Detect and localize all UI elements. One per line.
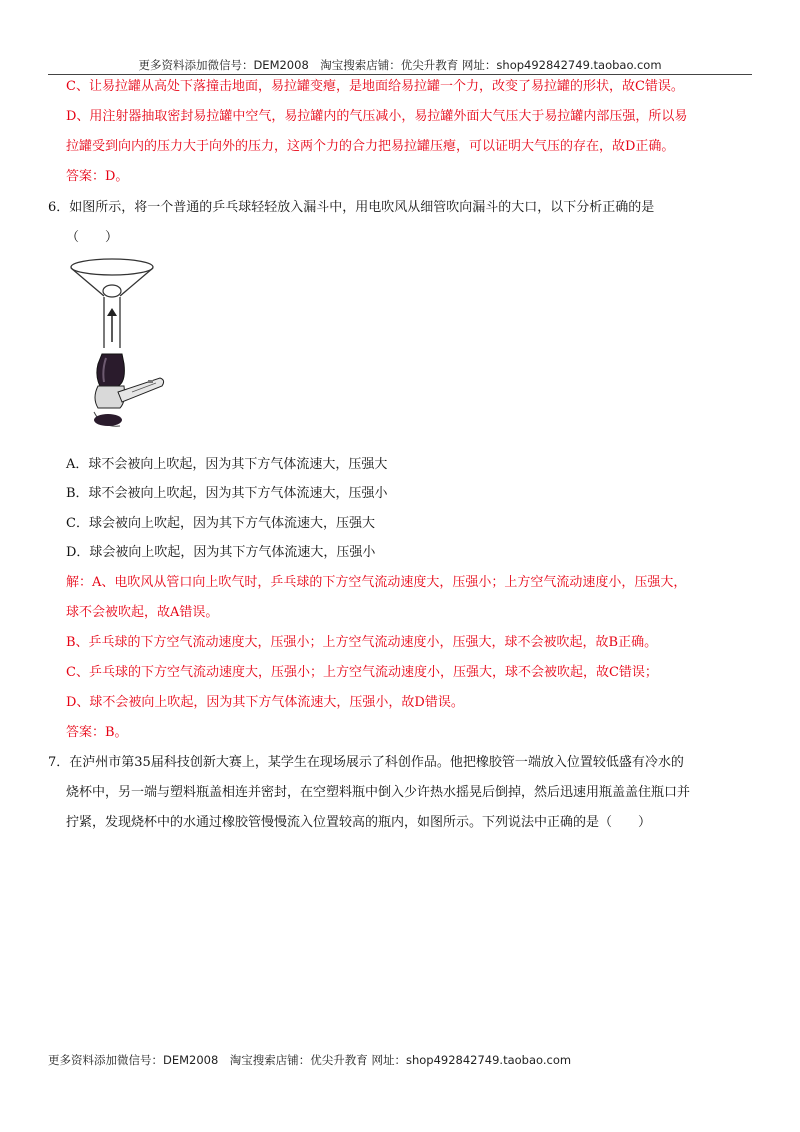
header-divider [48, 74, 752, 75]
q6-option-a: A．球不会被向上吹起，因为其下方气体流速大，压强大 [66, 457, 388, 472]
q6-solution-line1: 解：A、电吹风从管口向上吹气时，乒乓球的下方空气流动速度大，压强小；上方空气流动速度小，压强大， [66, 575, 687, 590]
q6-solution-line5: D、球不会被向上吹起，因为其下方气体流速大，压强小，故D错误。 [66, 695, 464, 710]
q6-answer: 答案：B。 [66, 725, 128, 740]
funnel-hairdryer-figure [62, 252, 172, 434]
q6-option-b: B．球不会被向上吹起，因为其下方气体流速大，压强小 [66, 486, 388, 501]
page-footer: 更多资料添加微信号：DEM2008 淘宝搜索店铺：优尖升教育 网址：shop492842749.taobao.com [48, 1053, 572, 1067]
page-header: 更多资料添加微信号：DEM2008 淘宝搜索店铺：优尖升教育 网址：shop492842749.taobao.com [138, 58, 662, 72]
ping-pong-ball [103, 285, 121, 297]
q6-solution-line3: B、乒乓球的下方空气流动速度大，压强小；上方空气流动速度小，压强大，球不会被吹起，故B正确。 [66, 635, 658, 650]
hair-dryer-nozzle [97, 354, 125, 386]
q7-stem-line3: 拧紧，发现烧杯中的水通过橡胶管慢慢流入位置较高的瓶内，如图所示。下列说法中正确的是（ ） [66, 815, 652, 830]
q7-stem-line2: 烧杯中，另一端与塑料瓶盖相连并密封，在空塑料瓶中倒入少许热水摇晃后倒掉，然后迅速用瓶盖盖住瓶口并 [66, 785, 691, 800]
hair-dryer-handle [118, 378, 164, 402]
prev-solution-d-line1: D、用注射器抽取密封易拉罐中空气，易拉罐内的气压减小，易拉罐外面大气压大于易拉罐内部压强，所以易 [66, 109, 688, 124]
q6-stem-line2: （ ） [66, 230, 119, 245]
q6-option-c: C．球会被向上吹起，因为其下方气体流速大，压强大 [66, 516, 375, 531]
q7-stem-line1: 7．在泸州市第35届科技创新大赛上，某学生在现场展示了科创作品。他把橡胶管一端放入位置较低盛有冷水的 [48, 755, 684, 770]
q6-solution-line2: 球不会被吹起，故A错误。 [66, 605, 219, 620]
q6-solution-line4: C、乒乓球的下方空气流动速度大，压强小；上方空气流动速度小，压强大，球不会被吹起，故C错误； [66, 665, 658, 680]
airflow-arrow-head [107, 308, 117, 316]
q6-stem-line1: 6．如图所示，将一个普通的乒乓球轻轻放入漏斗中，用电吹风从细管吹向漏斗的大口，以下分析正确的是 [48, 200, 655, 215]
prev-answer: 答案：D。 [66, 169, 129, 184]
funnel-rim [71, 259, 153, 275]
prev-solution-c: C、让易拉罐从高处下落撞击地面，易拉罐变瘪，是地面给易拉罐一个力，改变了易拉罐的形状，故C错误。 [66, 79, 684, 94]
prev-solution-d-line2: 拉罐受到向内的压力大于向外的压力，这两个力的合力把易拉罐压瘪，可以证明大气压的存在，故D正确。 [66, 139, 675, 154]
q6-option-d: D．球会被向上吹起，因为其下方气体流速大，压强小 [66, 545, 376, 560]
hair-dryer-base [94, 414, 122, 426]
